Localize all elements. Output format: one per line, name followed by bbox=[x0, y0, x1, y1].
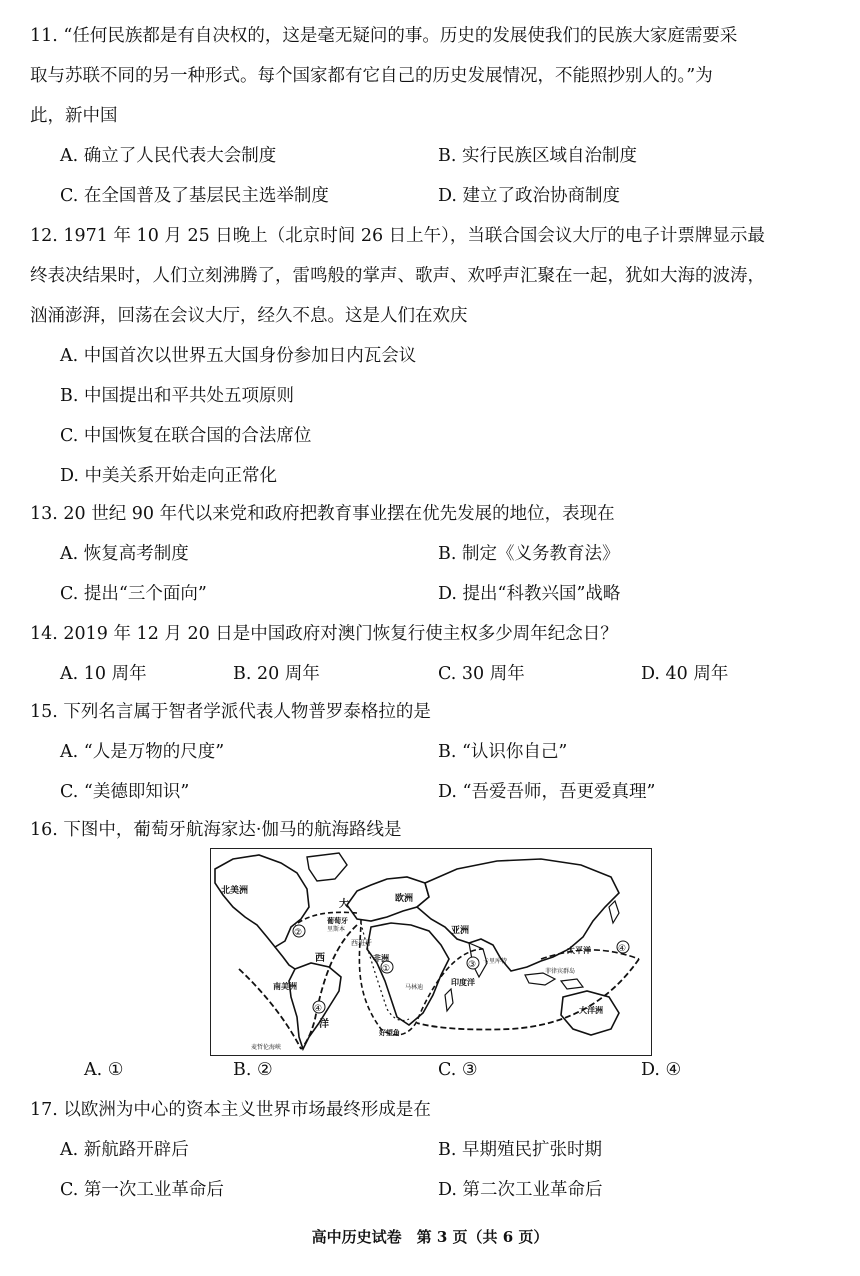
q14-option-a: A. 10 周年 bbox=[60, 664, 147, 684]
q16-option-c: C. ③ bbox=[438, 1060, 478, 1080]
indonesia-islands bbox=[525, 973, 583, 989]
q11-line-3: 此，新中国 bbox=[30, 106, 118, 126]
q15-option-b: B. “认识你自己” bbox=[438, 742, 568, 762]
q11-line-1: 11. “任何民族都是有自决权的，这是毫无疑问的事。历史的发展使我们的民族大家庭需要采 bbox=[30, 26, 738, 46]
madagascar-landmass bbox=[445, 989, 453, 1011]
q14-option-d: D. 40 周年 bbox=[641, 664, 729, 684]
map-label-da: 大 bbox=[339, 899, 349, 910]
q12-option-b: B. 中国提出和平共处五项原则 bbox=[60, 386, 294, 406]
map-label-indian-ocean: 印度洋 bbox=[451, 978, 475, 987]
q13-option-b: B. 制定《义务教育法》 bbox=[438, 544, 620, 564]
map-label-spain: 西班牙 bbox=[351, 939, 372, 947]
q15-option-c: C. “美德即知识” bbox=[60, 782, 190, 802]
q13-option-c: C. 提出“三个面向” bbox=[60, 584, 207, 604]
route-4-number-pacific: ④ bbox=[618, 944, 627, 954]
map-label-xi: 西 bbox=[315, 953, 325, 964]
route-3-number: ③ bbox=[468, 960, 477, 970]
japan-islands bbox=[609, 901, 619, 923]
map-label-yang: 洋 bbox=[319, 1019, 329, 1030]
map-label-malindi: 马林迪 bbox=[405, 984, 424, 991]
question-16-stem: 16. 下图中，葡萄牙航海家达·伽马的航海路线是 bbox=[30, 820, 402, 840]
map-label-cape: 好望角 bbox=[379, 1029, 400, 1037]
q13-option-a: A. 恢复高考制度 bbox=[60, 544, 189, 564]
q11-option-a: A. 确立了人民代表大会制度 bbox=[60, 146, 277, 166]
central-america-landmass bbox=[275, 947, 295, 969]
q15-option-d: D. “吾爱吾师，吾更爱真理” bbox=[438, 782, 656, 802]
question-17-stem: 17. 以欧洲为中心的资本主义世界市场最终形成是在 bbox=[30, 1100, 431, 1120]
q12-line-1: 12. 1971 年 10 月 25 日晚上（北京时间 26 日上午），当联合国会议大厅的电子计票牌显示最 bbox=[30, 226, 765, 246]
q11-option-b: B. 实行民族区域自治制度 bbox=[438, 146, 637, 166]
map-label-asia: 亚洲 bbox=[451, 926, 470, 936]
q11-option-c: C. 在全国普及了基层民主选举制度 bbox=[60, 186, 329, 206]
map-label-europe: 欧洲 bbox=[395, 894, 414, 904]
q11-line-2: 取与苏联不同的另一种形式。每个国家都有它自己的历史发展情况，不能照抄别人的。”为 bbox=[30, 66, 713, 86]
q12-option-a: A. 中国首次以世界五大国身份参加日内瓦会议 bbox=[60, 346, 417, 366]
map-label-north-america: 北美洲 bbox=[221, 886, 249, 896]
q17-option-c: C. 第一次工业革命后 bbox=[60, 1180, 224, 1200]
q12-line-2: 终表决结果时，人们立刻沸腾了，雷鸣般的掌声、歌声、欢呼声汇聚在一起，犹如大海的波涛， bbox=[30, 266, 765, 286]
europe-landmass bbox=[347, 877, 429, 921]
route-1-number: ① bbox=[382, 964, 391, 974]
q12-line-3: 汹涌澎湃，回荡在会议大厅，经久不息。这是人们在欢庆 bbox=[30, 306, 468, 326]
q13-option-d: D. 提出“科教兴国”战略 bbox=[438, 584, 621, 604]
map-label-portugal: 葡萄牙 bbox=[327, 917, 348, 925]
question-13-stem: 13. 20 世纪 90 年代以来党和政府把教育事业摆在优先发展的地位，表现在 bbox=[30, 504, 615, 524]
map-label-pacific: 太平洋 bbox=[567, 946, 591, 955]
q17-option-b: B. 早期殖民扩张时期 bbox=[438, 1140, 602, 1160]
map-label-magellan: 麦哲伦海峡 bbox=[251, 1044, 282, 1051]
q14-option-b: B. 20 周年 bbox=[233, 664, 320, 684]
page-footer: 高中历史试卷 第 3 页（共 6 页） bbox=[311, 1228, 549, 1246]
map-label-south-america: 南美洲 bbox=[273, 982, 297, 991]
map-label-lisbon: 里斯本 bbox=[327, 926, 346, 933]
map-label-philippines: 菲律宾群岛 bbox=[545, 968, 576, 975]
route-2-number: ② bbox=[294, 928, 303, 938]
q12-option-d: D. 中美关系开始走向正常化 bbox=[60, 466, 278, 486]
greenland-landmass bbox=[307, 853, 347, 881]
q12-option-c: C. 中国恢复在联合国的合法席位 bbox=[60, 426, 312, 446]
map-label-calicut: 卡里库特 bbox=[483, 958, 508, 965]
q16-option-a: A. ① bbox=[84, 1060, 124, 1080]
route-4-number-atlantic: ④ bbox=[314, 1004, 323, 1014]
q17-option-a: A. 新航路开辟后 bbox=[60, 1140, 189, 1160]
question-11-stem bbox=[30, 16, 835, 136]
q15-option-a: A. “人是万物的尺度” bbox=[60, 742, 225, 762]
map-svg bbox=[211, 849, 651, 1055]
q16-option-b: B. ② bbox=[233, 1060, 273, 1080]
q17-option-d: D. 第二次工业革命后 bbox=[438, 1180, 603, 1200]
africa-landmass bbox=[367, 923, 449, 1025]
q14-option-c: C. 30 周年 bbox=[438, 664, 525, 684]
world-route-map bbox=[210, 848, 652, 1056]
map-label-oceania: 大洋洲 bbox=[579, 1006, 603, 1015]
map-label-africa: 非洲 bbox=[373, 954, 389, 963]
question-15-stem: 15. 下列名言属于智者学派代表人物普罗泰格拉的是 bbox=[30, 702, 431, 722]
question-12-stem bbox=[30, 216, 835, 336]
q16-option-d: D. ④ bbox=[641, 1060, 682, 1080]
q11-option-d: D. 建立了政治协商制度 bbox=[438, 186, 621, 206]
question-14-stem: 14. 2019 年 12 月 20 日是中国政府对澳门恢复行使主权多少周年纪念日？ bbox=[30, 624, 618, 644]
